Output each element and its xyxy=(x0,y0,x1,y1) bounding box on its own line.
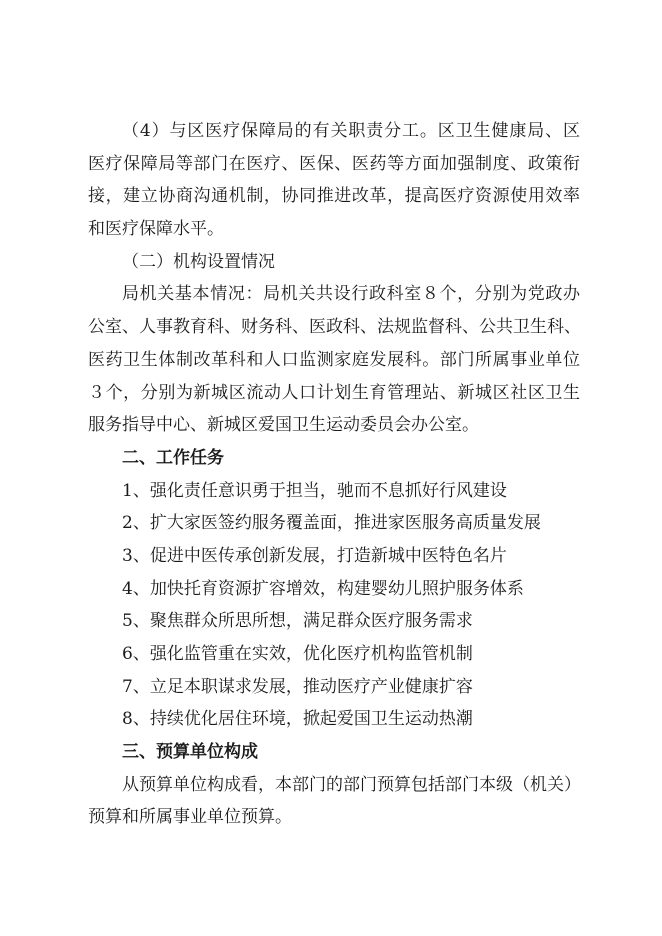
paragraph-line: 局机关基本情况：局机关共设行政科室８个，分别为党政办 xyxy=(122,284,580,305)
task-item: 5、聚焦群众所思所想，满足群众医疗服务需求 xyxy=(122,611,473,632)
paragraph-line: （4）与区医疗保障局的有关职责分工。区卫生健康局、区 xyxy=(122,121,580,141)
paragraph-line: 预算和所属事业单位预算。 xyxy=(88,807,292,828)
task-item: 1、强化责任意识勇于担当，驰而不息抓好行风建设 xyxy=(122,480,507,501)
task-item: 6、强化监管重在实效，优化医疗机构监管机制 xyxy=(122,644,473,664)
section-heading: 三、预算单位构成 xyxy=(122,742,258,763)
paragraph-line: 公室、人事教育科、财务科、医政科、法规监督科、公共卫生科、 xyxy=(88,317,581,338)
paragraph-line: ３个，分别为新城区流动人口计划生育管理站、新城区社区卫生 xyxy=(88,382,580,403)
task-item: 8、持续优化居住环境，掀起爱国卫生运动热潮 xyxy=(122,709,473,730)
paragraph-line: 从预算单位构成看，本部门的部门预算包括部门本级（机关） xyxy=(122,774,581,795)
section-budget-units xyxy=(88,736,580,834)
paragraph-line: 医药卫生体制改革科和人口监测家庭发展科。部门所属事业单位 xyxy=(88,349,580,370)
section-institution-setup xyxy=(88,246,580,442)
paragraph-line: 接，建立协商沟通机制，协同推进改革，提高医疗资源使用效率 xyxy=(88,186,580,207)
task-item: 3、促进中医传承创新发展，打造新城中医特色名片 xyxy=(122,545,507,566)
section-heading: 二、工作任务 xyxy=(122,447,224,468)
subsection-heading: （二）机构设置情况 xyxy=(122,251,275,272)
paragraph-line: 医疗保障局等部门在医疗、医保、医药等方面加强制度、政策衔 xyxy=(88,153,580,174)
task-item: 7、立足本职谋求发展，推动医疗产业健康扩容 xyxy=(122,676,473,697)
paragraph-medical-security-division xyxy=(88,115,580,246)
task-item: 4、加快托育资源扩容增效，构建婴幼儿照护服务体系 xyxy=(122,578,524,599)
paragraph-line: 服务指导中心、新城区爱国卫生运动委员会办公室。 xyxy=(88,415,479,436)
section-work-tasks xyxy=(88,442,580,736)
document-body xyxy=(88,115,580,834)
paragraph-line: 和医疗保障水平。 xyxy=(88,219,224,240)
task-item: 2、扩大家医签约服务覆盖面，推进家医服务高质量发展 xyxy=(122,513,541,534)
